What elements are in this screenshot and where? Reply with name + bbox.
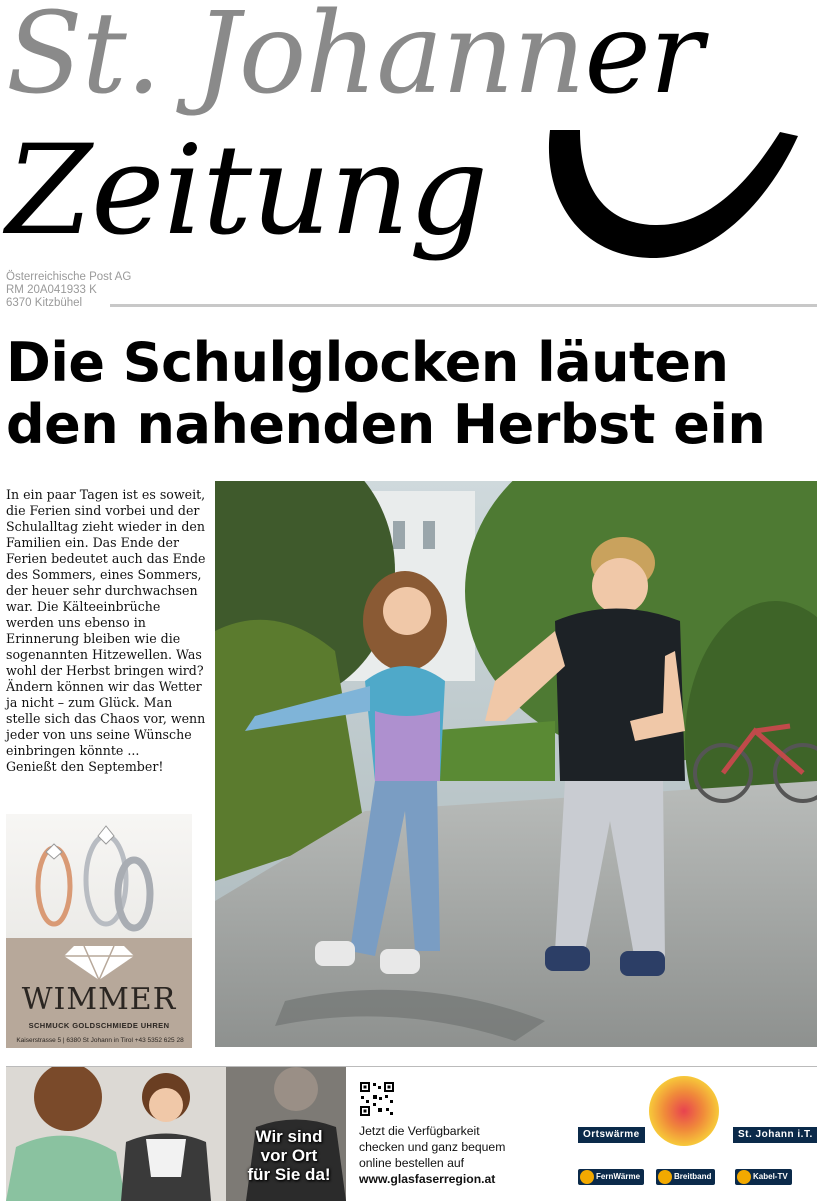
- slogan-line: für Sie da!: [247, 1165, 331, 1184]
- diamond-icon: [6, 938, 192, 982]
- intro-closing: Genießt den September!: [6, 759, 164, 774]
- postal-line: 6370 Kitzbühel: [6, 297, 83, 309]
- wimmer-jewelry-ad[interactable]: [6, 814, 192, 1048]
- badge-fernwaerme: [578, 1169, 644, 1185]
- wimmer-name: WIMMER: [21, 982, 177, 1017]
- masthead-title-line2: Zeitung: [6, 119, 488, 263]
- flame-icon: [580, 1170, 594, 1184]
- masthead-divider: [110, 304, 817, 307]
- ortswaerme-label: Ortswärme: [578, 1127, 645, 1143]
- headline-line1: Die Schulglocken läuten: [6, 331, 729, 394]
- broadband-icon: [658, 1170, 672, 1184]
- ortswaerme-sun-logo: [648, 1075, 720, 1147]
- slogan-line: Wir sind: [255, 1127, 323, 1146]
- badge-label: Breitband: [674, 1172, 712, 1181]
- postal-line: RM 20A041933 K: [6, 284, 97, 296]
- headline-line2: den nahenden Herbst ein: [6, 393, 766, 456]
- ad-text-line: Jetzt die Verfügbarkeit: [359, 1124, 480, 1138]
- masthead-title-line1: [6, 0, 703, 119]
- badge-label: FernWärme: [596, 1172, 641, 1181]
- photo-illustration: [215, 481, 817, 1047]
- masthead-title-gray: St. Johann: [6, 0, 585, 119]
- masthead-smile-logo: [540, 128, 800, 263]
- badge-kabel-tv: [735, 1169, 792, 1185]
- intro-body: In ein paar Tagen ist es soweit, die Ferien sind vorbei und der Schulalltag zieht wieder in den Familien ein. Das Ende der Ferien bedeutet auch das Ende des Sommers, eines Sommers, der heuer sehr durchwachsen war. Die Kälteeinbrüche werden uns ebenso in Erinnerung bleiben wie die sogenannten Hitzewellen. Was wohl der Herbst bringen wird? Ändern können wir das Wetter ja nicht – zum Glück. Man stelle sich das Chaos vor, wenn jeder von uns seine Wünsche einbringen könnte ...: [6, 487, 206, 758]
- wimmer-address: Kaiserstrasse 5 | 6380 St Johann in Tirol +43 5352 625 28: [16, 1037, 184, 1044]
- ad-url-link[interactable]: www.glasfaserregion.at: [359, 1172, 496, 1186]
- main-headline: [6, 332, 817, 456]
- wimmer-tagline: SCHMUCK GOLDSCHMIEDE UHREN: [28, 1021, 170, 1030]
- qr-code-icon[interactable]: [359, 1081, 395, 1117]
- badge-breitband: [656, 1169, 715, 1185]
- slogan-line: vor Ort: [260, 1146, 318, 1165]
- postal-line: Österreichische Post AG: [6, 271, 132, 283]
- ad-text-line: checken und ganz bequem: [359, 1140, 506, 1154]
- cover-photo-children-running: [215, 481, 817, 1047]
- badge-label: Kabel-TV: [753, 1172, 788, 1181]
- rings-image: [6, 814, 192, 938]
- service-team-photo: [6, 1067, 346, 1201]
- ad-text: [359, 1123, 559, 1187]
- bottom-advertisement[interactable]: [6, 1066, 817, 1201]
- ad-slogan: [234, 1127, 344, 1184]
- rings-illustration: [6, 814, 192, 938]
- st-johann-label: St. Johann i.T.: [733, 1127, 817, 1143]
- play-icon: [737, 1170, 751, 1184]
- intro-text: [6, 487, 206, 775]
- ad-text-line: online bestellen auf: [359, 1156, 465, 1170]
- masthead-title-dark: er: [584, 0, 703, 119]
